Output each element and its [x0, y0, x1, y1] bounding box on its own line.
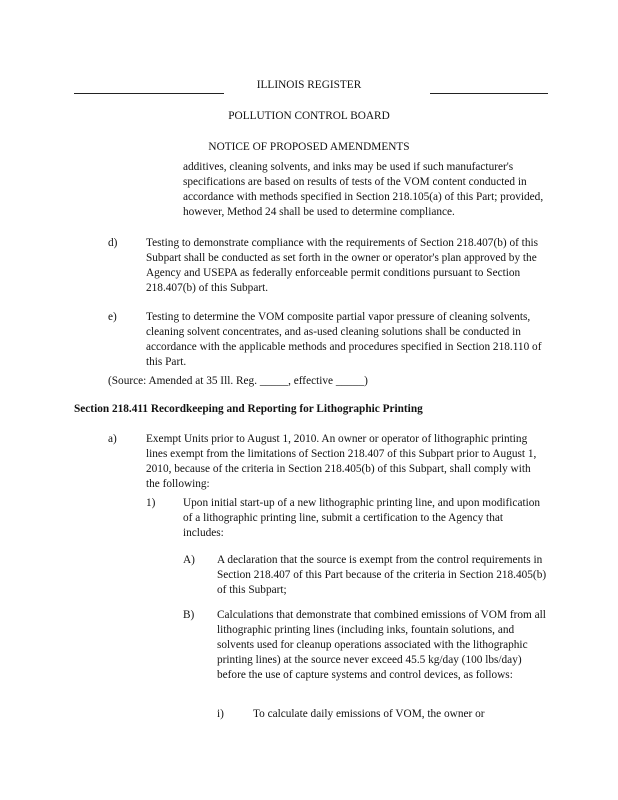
- sub-a-text: Exempt Units prior to August 1, 2010. An owner or operator of lithographic printing lines exempt from the limitations of Section 218.407 of this Subpart prior to August 1, 2010, because of the criteria in Section 218.405(b) of this Subpart, shall comply with the following:: [146, 433, 537, 490]
- sub-i-label: i): [217, 708, 224, 720]
- source-note: (Source: Amended at 35 Ill. Reg. _____, effective _____): [108, 375, 368, 387]
- board-title: POLLUTION CONTROL BOARD: [228, 110, 390, 122]
- register-title: ILLINOIS REGISTER: [256, 79, 362, 91]
- sub-A-label: A): [183, 554, 195, 566]
- item-e-label: e): [108, 311, 117, 323]
- header-rule-right: [430, 93, 548, 94]
- continued-paragraph: additives, cleaning solvents, and inks may be used if such manufacturer's specifications are based on results of tests of the VOM content conducted in accordance with methods specified in Section 218.105(a) of this Part; provided, however, Method 24 shall be used to determine compliance.: [183, 161, 544, 218]
- sub-B-text: Calculations that demonstrate that combined emissions of VOM from all lithographic printing lines (including inks, fountain solutions, and solvents used for cleanup operations associated with the lithographic printing lines) at the source never exceed 45.5 kg/day (100 lbs/day) before the use of capture systems and control devices, as follows:: [217, 609, 546, 681]
- sub-a-label: a): [108, 433, 117, 445]
- item-e-text: Testing to determine the VOM composite partial vapor pressure of cleaning solvents, cleaning solvent concentrates, and as-used cleaning solutions shall be conducted in accordance with the applicable methods and procedures specified in Section 218.110 of this Part.: [146, 311, 542, 368]
- item-d-text: Testing to demonstrate compliance with the requirements of Section 218.407(b) of this Subpart shall be conducted as set forth in the owner or operator's plan approved by the Agency and USEPA as federally enforceable permit conditions pursuant to Section 218.407(b) of this Subpart.: [146, 237, 538, 294]
- section-heading: Section 218.411 Recordkeeping and Reporting for Lithographic Printing: [74, 403, 423, 415]
- sub-A-text: A declaration that the source is exempt from the control requirements in Section 218.407 of this Part because of the criteria in Section 218.405(b) of this Subpart;: [217, 554, 547, 596]
- header-rule-left: [74, 93, 224, 94]
- sub-1-label: 1): [146, 497, 156, 509]
- sub-i-text: To calculate daily emissions of VOM, the owner or: [253, 708, 485, 720]
- item-d-label: d): [108, 237, 118, 249]
- sub-B-label: B): [183, 609, 195, 621]
- sub-1-text: Upon initial start-up of a new lithographic printing line, and upon modification of a lithographic printing line, submit a certification to the Agency that includes:: [183, 497, 541, 539]
- notice-title: NOTICE OF PROPOSED AMENDMENTS: [208, 141, 410, 153]
